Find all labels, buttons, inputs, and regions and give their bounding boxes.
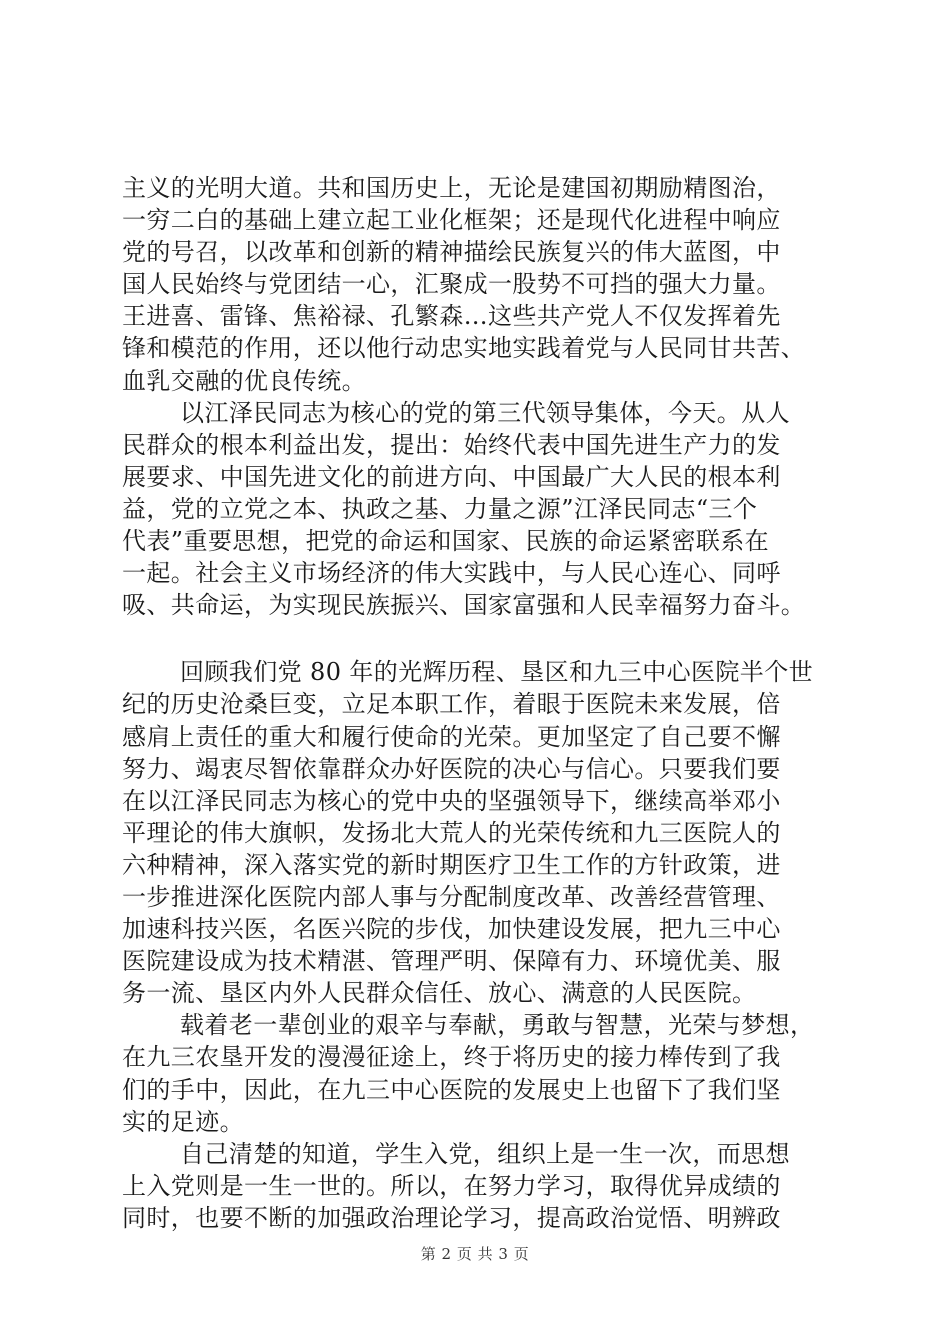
- text-line: 党的号召，以改革和创新的精神描绘民族复兴的伟大蓝图，中: [122, 238, 781, 267]
- text-line: 以江泽民同志为核心的党的第三代领导集体，今天。从人: [180, 398, 790, 427]
- text-line: 益，党的立党之本、执政之基、力量之源”江泽民同志“三个: [122, 494, 758, 523]
- text-line: 吸、共命运，为实现民族振兴、国家富强和人民幸福努力奋斗。: [122, 591, 806, 620]
- text-line: 纪的历史沧桑巨变，立足本职工作，着眼于医院未来发展，倍: [122, 690, 781, 719]
- text-line: 努力、竭衷尽智依靠群众办好医院的决心与信心。只要我们要: [122, 754, 781, 783]
- text-line: 国人民始终与党团结一心，汇聚成一股势不可挡的强大力量。: [122, 270, 781, 299]
- paragraph-2: [122, 397, 852, 622]
- page-number: 第 2 页 共 3 页: [420, 1245, 530, 1263]
- text-line: 在九三农垦开发的漫漫征途上，终于将历史的接力棒传到了我: [122, 1043, 781, 1072]
- paragraph-5: [122, 1138, 852, 1234]
- text-line: 展要求、中国先进文化的前进方向、中国最广大人民的根本利: [122, 462, 781, 491]
- paragraph-1: [122, 172, 852, 397]
- text-line: 们的手中，因此，在九三中心医院的发展史上也留下了我们坚: [122, 1075, 781, 1104]
- text-line: 血乳交融的优良传统。: [122, 366, 366, 395]
- text-line: 六种精神，深入落实党的新时期医疗卫生工作的方针政策，进: [122, 850, 781, 879]
- paragraph-4: [122, 1009, 852, 1137]
- body-text: [122, 172, 852, 1234]
- text-line: 载着老一辈创业的艰辛与奉献，勇敢与智慧，光荣与梦想，: [180, 1011, 815, 1040]
- paragraph-spacer: [122, 621, 852, 656]
- text-line: 平理论的伟大旗帜，发扬北大荒人的光荣传统和九三医院人的: [122, 818, 781, 847]
- text-line: 一步推进深化医院内部人事与分配制度改革、改善经营管理、: [122, 882, 781, 911]
- text-line: 一起。社会主义市场经济的伟大实践中，与人民心连心、同呼: [122, 559, 781, 588]
- page-footer: [0, 1243, 950, 1264]
- text-line: 实的足迹。: [122, 1107, 244, 1136]
- text-line: 上入党则是一生一世的。所以，在努力学习，取得优异成绩的: [122, 1171, 781, 1200]
- text-line: 医院建设成为技术精湛、管理严明、保障有力、环境优美、服: [122, 947, 781, 976]
- text-line: 务一流、垦区内外人民群众信任、放心、满意的人民医院。: [122, 979, 757, 1008]
- text-line: 同时，也要不断的加强政治理论学习，提高政治觉悟、明辨政: [122, 1203, 781, 1232]
- text-line: 自己清楚的知道，学生入党，组织上是一生一次，而思想: [180, 1139, 790, 1168]
- text-line: 感肩上责任的重大和履行使命的光荣。更加坚定了自己要不懈: [122, 722, 781, 751]
- text-line: 主义的光明大道。共和国历史上，无论是建国初期励精图治，: [122, 174, 781, 202]
- text-line: 一穷二白的基础上建立起工业化框架；还是现代化进程中响应: [122, 206, 781, 235]
- text-line: 代表”重要思想，把党的命运和国家、民族的命运紧密联系在: [122, 527, 770, 556]
- paragraph-3: [122, 656, 852, 1009]
- text-line: 王进喜、雷锋、焦裕禄、孔繁森…这些共产党人不仅发挥着先: [122, 302, 781, 331]
- text-line: 加速科技兴医，名医兴院的步伐，加快建设发展，把九三中心: [122, 915, 781, 944]
- text-line: 民群众的根本利益出发，提出：始终代表中国先进生产力的发: [122, 430, 781, 459]
- text-line: 回顾我们党 80 年的光辉历程、垦区和九三中心医院半个世: [180, 658, 813, 687]
- text-line: 锋和模范的作用，还以他行动忠实地实践着党与人民同甘共苦、: [122, 334, 806, 363]
- text-line: 在以江泽民同志为核心的党中央的坚强领导下，继续高举邓小: [122, 786, 781, 815]
